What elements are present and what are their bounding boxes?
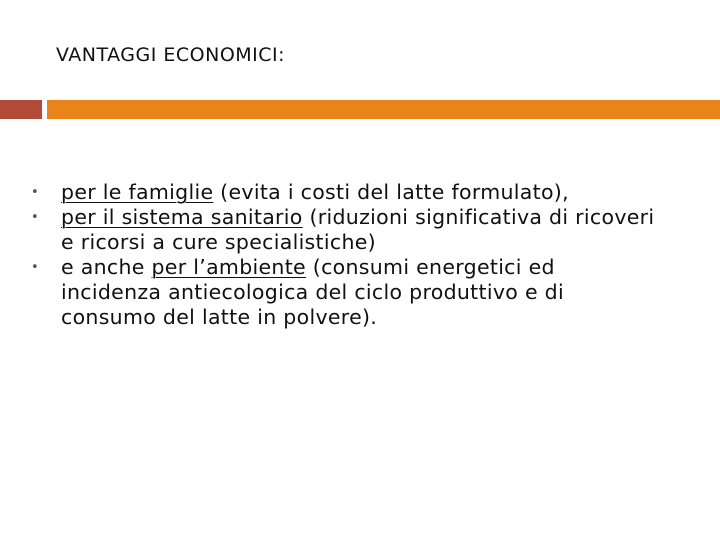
bullet-prefix-text: e anche [61,255,152,279]
accent-red-block [0,100,42,119]
bullet-item-ambiente [0,255,720,330]
bullet-item-famiglie [0,180,720,205]
bullet-underlined-text: per le famiglie [61,180,214,204]
bullet-marker: • [31,260,39,275]
bullet-list [0,180,720,330]
bullet-marker: • [31,210,39,225]
bullet-text: (consumi energetici ed incidenza antiecologica del ciclo produttivo e di consumo del latte in polvere). [61,255,564,329]
bullet-underlined-text: per il sistema sanitario [61,205,303,229]
bullet-marker: • [31,185,39,200]
slide-title: VANTAGGI ECONOMICI: [56,44,286,66]
bullet-item-sanitario [0,205,720,255]
bullet-text: (riduzioni significativa di ricoveri e ricorsi a cure specialistiche) [61,205,655,254]
bullet-underlined-text: per l’ambiente [151,255,306,279]
bullet-text: (evita i costi del latte formulato), [213,180,569,204]
accent-orange-bar [47,100,720,119]
